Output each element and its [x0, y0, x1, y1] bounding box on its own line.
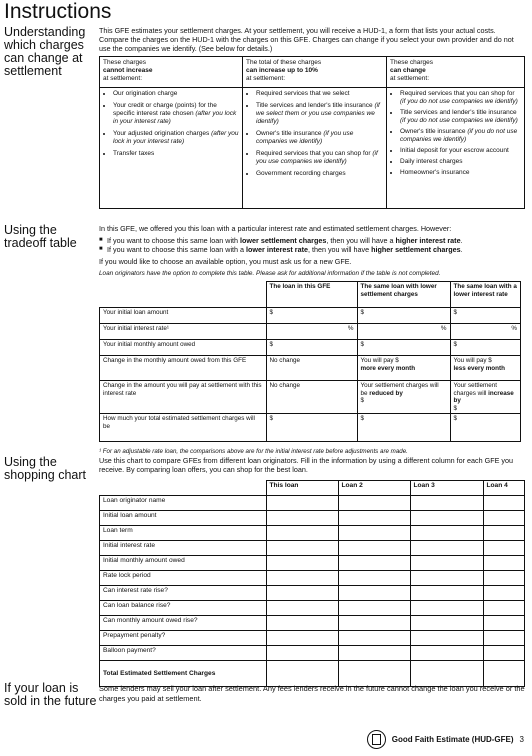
- input-cell[interactable]: [483, 601, 525, 616]
- list-item: • Title services and lender's title insurance (if we select them or you use companies we identify): [256, 102, 383, 126]
- table-row: [100, 661, 525, 687]
- section-heading-tradeoff: Using the tradeoff table: [4, 223, 77, 250]
- input-cell[interactable]: [266, 556, 338, 571]
- input-cell[interactable]: You will pay $ less every month: [450, 356, 521, 381]
- input-cell[interactable]: [266, 526, 338, 541]
- table-row: Change in the monthly amount owed from this GFE No change You will pay $ more every month You will pay $ less every month: [100, 356, 521, 381]
- input-cell[interactable]: [483, 526, 525, 541]
- list-item: • Required services that we select: [256, 90, 383, 98]
- table-row: Can interest rate rise?: [100, 586, 525, 601]
- page-title: Instructions: [4, 0, 112, 23]
- table-row: Initial interest rate: [100, 541, 525, 556]
- increase-10-header: The total of these charges can increase up to 10% at settlement:: [243, 57, 387, 88]
- input-cell[interactable]: $: [450, 340, 521, 356]
- tradeoff-footnote: ¹ For an adjustable rate loan, the comparisons above are for the initial interest rate before adjustments are made.: [99, 448, 408, 455]
- list-item: • Our origination charge: [113, 90, 239, 98]
- tradeoff-intro: In this GFE, we offered you this loan with a particular interest rate and estimated settlement charges. However:: [99, 224, 452, 233]
- input-cell[interactable]: [266, 631, 338, 646]
- table-row: Change in the amount you will pay at settlement with this interest rate No change Your settlement charges will be reduced by $ Your settlement charges will increase by $: [100, 381, 521, 414]
- list-item: • Owner's title insurance (if you use companies we identify): [256, 130, 383, 146]
- cannot-increase-list: [100, 88, 243, 209]
- input-cell[interactable]: [483, 616, 525, 631]
- list-item: • Required services that you can shop for (if you use companies we identify): [256, 150, 383, 166]
- tradeoff-bullet-2: ■ If you want to choose this same loan with a lower interest rate, then you will have higher settlement charges.: [99, 245, 525, 254]
- input-cell[interactable]: [338, 511, 410, 526]
- total-row-label: Total Estimated Settlement Charges: [100, 661, 267, 687]
- section-heading-shopping: Using the shopping chart: [4, 455, 87, 482]
- table-row: Your initial loan amount $ $ $: [100, 308, 521, 324]
- tradeoff-table: [99, 281, 521, 442]
- input-cell[interactable]: [266, 616, 338, 631]
- page-number: 3: [519, 735, 524, 744]
- list-item: • Homeowner's insurance: [400, 169, 521, 177]
- form-name: Good Faith Estimate (HUD-GFE): [391, 735, 514, 744]
- cannot-increase-header: These charges cannot increase at settlement:: [100, 57, 243, 88]
- shopping-intro: Use this chart to compare GFEs from different loan originators. Fill in the information by using a different column for each GFE you receive. By comparing loan offers, you can shop for the best loan.: [99, 456, 514, 474]
- list-item: • Transfer taxes: [113, 150, 239, 158]
- input-cell[interactable]: [338, 601, 410, 616]
- input-cell[interactable]: $: [450, 308, 521, 324]
- input-cell[interactable]: [483, 541, 525, 556]
- input-cell[interactable]: [483, 646, 525, 661]
- input-cell[interactable]: You will pay $ more every month: [357, 356, 450, 381]
- input-cell[interactable]: %: [266, 324, 357, 340]
- input-cell[interactable]: [338, 631, 410, 646]
- input-cell[interactable]: [338, 496, 410, 511]
- list-item: • Required services that you can shop for (if you do not use companies we identify): [400, 90, 521, 106]
- input-cell[interactable]: %: [357, 324, 450, 340]
- input-cell[interactable]: [410, 631, 483, 646]
- input-cell[interactable]: [266, 601, 338, 616]
- list-item: • Initial deposit for your escrow account: [400, 147, 521, 155]
- input-cell[interactable]: $: [266, 340, 357, 356]
- input-cell[interactable]: [410, 571, 483, 586]
- input-cell[interactable]: $: [450, 414, 521, 442]
- tradeoff-col-header: The same loan with lower settlement charges: [357, 282, 450, 308]
- input-cell[interactable]: [410, 511, 483, 526]
- table-row: Initial loan amount: [100, 511, 525, 526]
- table-row: Can monthly amount owed rise?: [100, 616, 525, 631]
- table-row: Loan term: [100, 526, 525, 541]
- table-row: Initial monthly amount owed: [100, 556, 525, 571]
- section-heading-sold: If your loan is sold in the future: [4, 681, 97, 708]
- list-item: • Owner's title insurance (if you do not use companies we identify): [400, 128, 521, 144]
- sold-text: Some lenders may sell your loan after settlement. Any fees lenders receive in the future cannot change the loan you receive or the charges you paid at settlement.: [99, 684, 525, 703]
- input-cell[interactable]: [483, 631, 525, 646]
- input-cell[interactable]: [410, 586, 483, 601]
- input-cell[interactable]: Your settlement charges will be reduced by $: [357, 381, 450, 414]
- input-cell[interactable]: [338, 616, 410, 631]
- input-cell[interactable]: [338, 526, 410, 541]
- table-row: Rate lock period: [100, 571, 525, 586]
- increase-10-list: [243, 88, 387, 209]
- input-cell[interactable]: [266, 571, 338, 586]
- input-cell[interactable]: [266, 646, 338, 661]
- tradeoff-body: [99, 224, 525, 456]
- input-cell[interactable]: [338, 541, 410, 556]
- list-item: • Government recording charges: [256, 170, 383, 178]
- page-footer: [367, 730, 524, 749]
- input-cell[interactable]: Your settlement charges will increase by $: [450, 381, 521, 414]
- table-row: Your initial interest rate¹ % % %: [100, 324, 521, 340]
- list-item: • Your credit or charge (points) for the specific interest rate chosen (after you lock in your interest rate): [113, 102, 239, 126]
- input-cell[interactable]: [410, 601, 483, 616]
- table-row: Your initial monthly amount owed $ $ $: [100, 340, 521, 356]
- input-cell[interactable]: [338, 646, 410, 661]
- list-item: • Daily interest charges: [400, 158, 521, 166]
- input-cell[interactable]: [266, 661, 338, 687]
- table-row: Prepayment penalty?: [100, 631, 525, 646]
- input-cell[interactable]: $: [357, 414, 450, 442]
- input-cell[interactable]: %: [450, 324, 521, 340]
- section-heading-understanding: Understanding which charges can change at settlement: [4, 25, 86, 78]
- table-row: How much your total estimated settlement charges will be $ $ $: [100, 414, 521, 442]
- shopping-col-header: Loan 3: [410, 481, 483, 496]
- input-cell[interactable]: [410, 616, 483, 631]
- list-item: • Title services and lender's title insurance (if you do not use companies we identify): [400, 109, 521, 125]
- input-cell[interactable]: [266, 511, 338, 526]
- input-cell[interactable]: [266, 586, 338, 601]
- hud-seal-icon: [367, 730, 386, 749]
- understanding-body: [99, 26, 525, 209]
- input-cell[interactable]: [483, 556, 525, 571]
- tradeoff-col-header: The loan in this GFE: [266, 282, 357, 308]
- input-cell[interactable]: [483, 571, 525, 586]
- input-cell[interactable]: $: [266, 414, 357, 442]
- can-change-header: These charges can change at settlement:: [387, 57, 525, 88]
- shopping-col-header: Loan 2: [338, 481, 410, 496]
- input-cell[interactable]: [410, 541, 483, 556]
- charges-table: [99, 56, 525, 209]
- tradeoff-note-2: Loan originators have the option to complete this table. Please ask for additional information if the table is not completed.: [99, 270, 441, 277]
- table-row: Balloon payment?: [100, 646, 525, 661]
- input-cell[interactable]: [410, 526, 483, 541]
- input-cell[interactable]: $: [266, 308, 357, 324]
- understanding-intro: This GFE estimates your settlement charges. At your settlement, you will receive a HUD-1, a form that lists your actual costs. Compare the charges on the HUD-1 with the charges on this GFE. Charges can change if you select your own provider and do not use the companies we identify. (See below for details.): [99, 26, 514, 53]
- list-item: • Your adjusted origination charges (after you lock in your interest rate): [113, 130, 239, 146]
- input-cell[interactable]: [338, 661, 410, 687]
- input-cell[interactable]: $: [357, 340, 450, 356]
- shopping-col-header: This loan: [266, 481, 338, 496]
- input-cell[interactable]: [410, 496, 483, 511]
- table-row: Loan originator name: [100, 496, 525, 511]
- can-change-list: [387, 88, 525, 209]
- tradeoff-col-header: The same loan with a lower interest rate: [450, 282, 521, 308]
- tradeoff-bullet-1: ■ If you want to choose this same loan with lower settlement charges, then you will have a higher interest rate.: [99, 236, 525, 245]
- input-cell[interactable]: [410, 556, 483, 571]
- input-cell[interactable]: [483, 511, 525, 526]
- shopping-col-header: Loan 4: [483, 481, 525, 496]
- input-cell[interactable]: [483, 661, 525, 687]
- shopping-corner: [100, 481, 267, 496]
- input-cell[interactable]: [483, 586, 525, 601]
- input-cell[interactable]: $: [357, 308, 450, 324]
- input-cell[interactable]: [410, 646, 483, 661]
- table-row: Can loan balance rise?: [100, 601, 525, 616]
- tradeoff-note-1: If you would like to choose an available option, you must ask us for a new GFE.: [99, 257, 352, 266]
- input-cell[interactable]: [338, 556, 410, 571]
- input-cell[interactable]: [338, 586, 410, 601]
- input-cell[interactable]: [266, 496, 338, 511]
- input-cell[interactable]: [338, 571, 410, 586]
- input-cell[interactable]: [266, 541, 338, 556]
- shopping-body: [99, 456, 525, 687]
- shopping-table: [99, 480, 525, 687]
- input-cell[interactable]: [410, 661, 483, 687]
- tradeoff-corner: [100, 282, 267, 308]
- input-cell[interactable]: [483, 496, 525, 511]
